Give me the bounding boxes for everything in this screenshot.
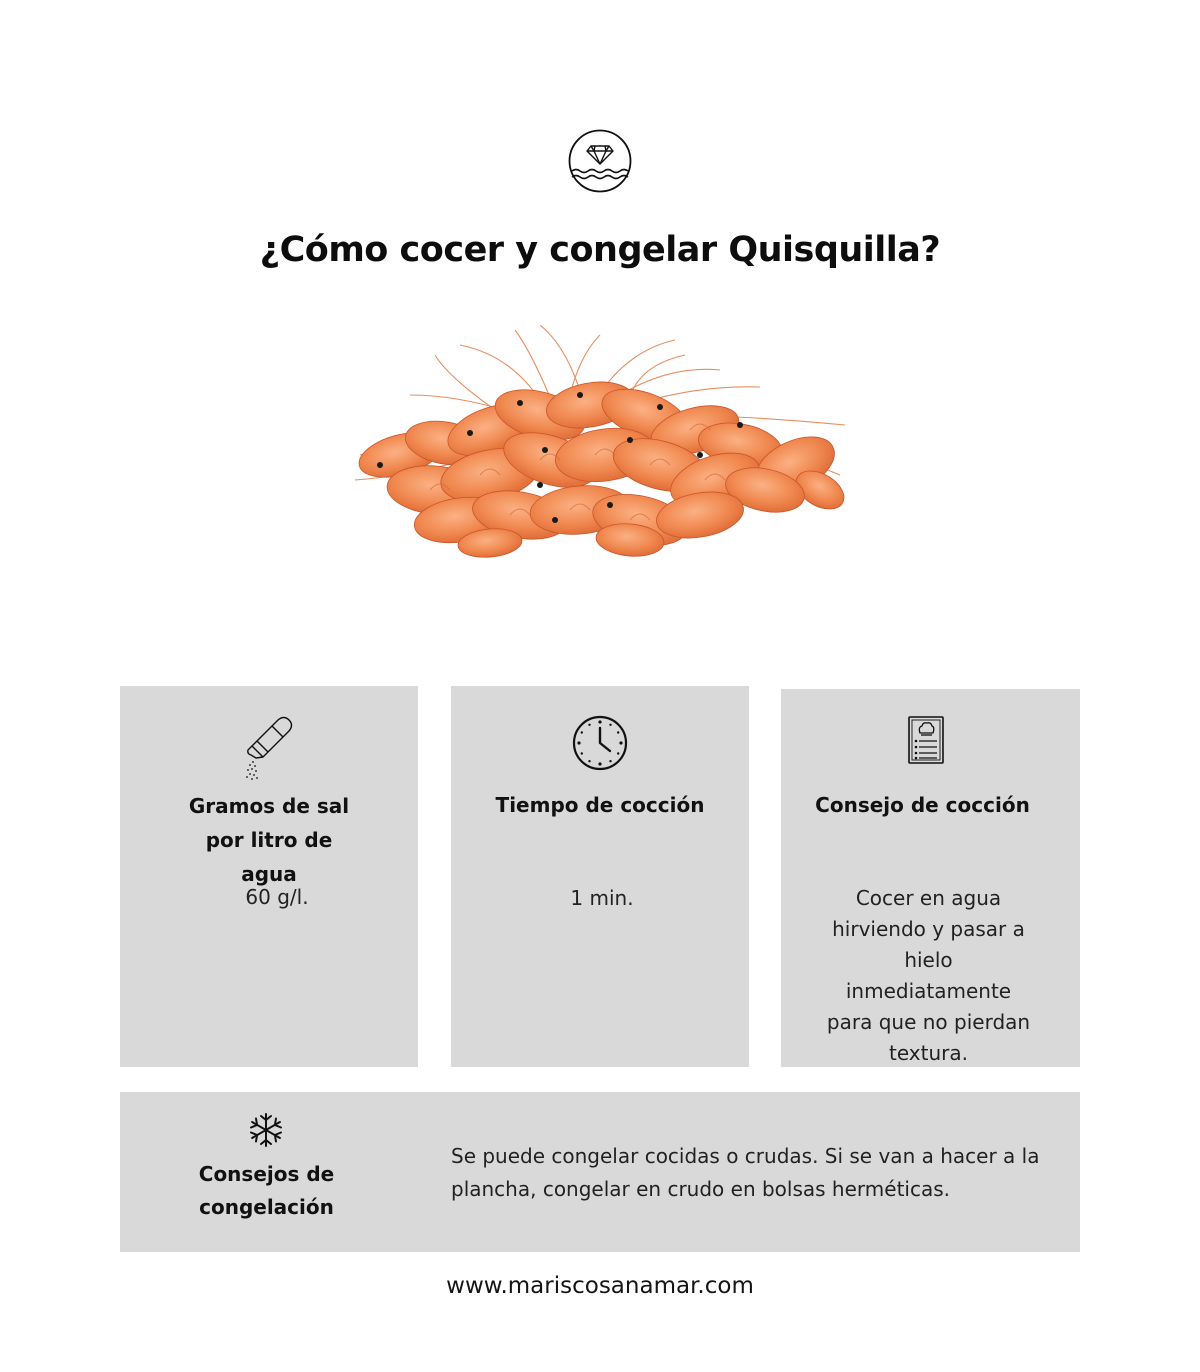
card-value: 60 g/l. — [245, 885, 309, 909]
salt-card — [120, 686, 418, 1067]
cooking-tip-card — [781, 689, 1080, 1067]
freezing-heading: Consejos de congelación — [198, 1162, 335, 1219]
clock-icon — [572, 715, 628, 771]
freezing-panel — [120, 1092, 1080, 1252]
card-heading: Consejo de cocción — [815, 793, 1030, 817]
diamond-waves-logo — [568, 129, 632, 193]
website-url[interactable]: www.mariscosanamar.com — [446, 1273, 754, 1299]
freezing-text: Se puede congelar cocidas o crudas. Si se van a hacer a la plancha, congelar en crudo en bolsas herméticas. — [451, 1144, 1040, 1201]
card-heading: Gramos de sal por litro de agua — [188, 794, 350, 886]
shrimp-image — [340, 325, 860, 570]
time-card — [451, 686, 749, 1067]
card-value: 1 min. — [570, 886, 634, 910]
salt-shaker-icon — [244, 714, 294, 782]
card-heading: Tiempo de cocción — [495, 793, 705, 817]
recipe-card-icon — [907, 715, 945, 765]
card-value: Cocer en agua hirviendo y pasar a hielo inmediatamente para que no pierdan textura. — [826, 886, 1031, 1065]
page-title: ¿Cómo cocer y congelar Quisquilla? — [259, 230, 941, 270]
snowflake-icon — [248, 1112, 284, 1148]
